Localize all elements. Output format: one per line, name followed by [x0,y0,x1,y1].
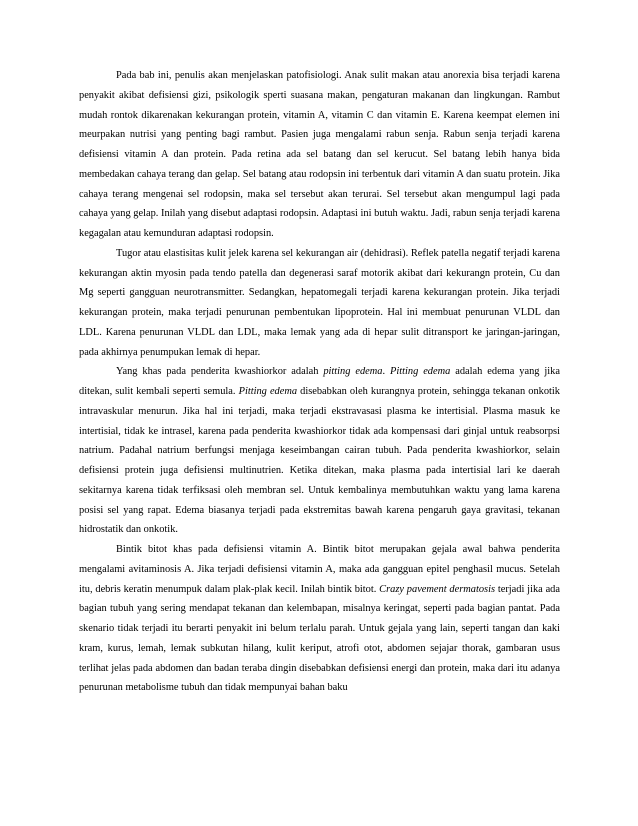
paragraph-text: . [382,366,390,378]
paragraph [79,244,560,363]
paragraph-text: adalah edema yang jika ditekan, sulit kembali seperti semula. [79,366,560,397]
paragraph-text: Pada bab ini, penulis akan menjelaskan patofisiologi. Anak sulit makan atau anorexia bisa terjadi karena penyakit akibat defisiensi gizi, psikologik sperti suasana makan, pengaturan makanan dan lingkungan. Rambut mudah rontok dikarenakan kekurangan protein, vitamin A, vitamin C dan vitamin E. Karena keempat elemen ini meurpakan nutrisi yang penting bagi rambut. Pasien juga mengalami rabun senja. Rabun senja terjadi karena defisiensi vitamin A dan protein. Pada retina ada sel batang dan sel kerucut. Sel batang lebih hanya bida membedakan cahaya terang dan gelap. Sel batang atau rodopsin ini terbentuk dari vitamin A dan suatu protein. Jika cahaya terang mengenai sel rodopsin, maka sel tersebut akan terurai. Sel tersebut akan mengumpul lagi pada cahaya yang gelap. Inilah yang disebut adaptasi rodopsin. Adaptasi ini butuh waktu. Jadi, rabun senja terjadi karena kegagalan atau kemunduran adaptasi rodopsin. [79,70,560,239]
paragraph-text: disebabkan oleh kurangnya protein, sehingga tekanan onkotik intravaskular menurun. Jika hal ini terjadi, maka terjadi ekstravasasi plasma ke intertisial. Plasma masuk ke intertisial, tidak ke intrasel, karena pada penderita kwashiorkor tidak ada kompensasi dari ginjal untuk reabsorpsi natrium. Padahal natrium berfungsi menjaga keseimbangan cairan tubuh. Pada penderita kwashiorkor, selain defisiensi protein juga defisiensi multinutrien. Ketika ditekan, maka plasma pada intertisial lari ke daerah sekitarnya karena tidak terfiksasi oleh membran sel. Untuk kembalinya membutuhkan waktu yang lama karena posisi sel yang rapat. Edema biasanya terjadi pada ekstremitas bawah karena pengaruh gaya gravitasi, tekanan hidrostatik dan onkotik. [79,386,560,536]
body-text [79,66,560,698]
paragraph-text: Tugor atau elastisitas kulit jelek karena sel kekurangan air (dehidrasi). Reflek patella negatif terjadi karena kekurangan aktin myosin pada tendo patella dan degenerasi saraf motorik akibat dari kekurangn protein, Cu dan Mg seperti gangguan neurotransmitter. Sedangkan, hepatomegali terjadi karena kekurangan protein. Jika terjadi kekurangan protein, maka terjadi penurunan pembentukan lipoprotein. Hal ini membuat penurunan VLDL dan LDL. Karena penurunan VLDL dan LDL, maka lemak yang ada di hepar sulit ditransport ke jaringan-jaringan, pada akhirnya penumpukan lemak di hepar. [79,247,560,358]
italic-term: Pitting edema [390,366,451,378]
italic-term: Crazy pavement dermatosis [379,583,496,595]
italic-term: pitting edema [323,366,383,378]
paragraph-text: terjadi jika ada bagian tubuh yang sering mendapat tekanan dan kelembapan, misalnya keringat, seperti pada bagian pantat. Pada skenario tidak terjadi itu berarti penyakit ini belum terlalu parah. Untuk gejala yang lain, seperti tangan dan kaki kram, kurus, lemah, lemak subkutan hilang, kulit keriput, atrofi otot, abdomen sejajar thorak, gambaran usus terlihat jelas pada abdomen dan badan teraba dingin disebabkan defisiensi energi dan protein, maka dari itu adanya penurunan metabolisme tubuh dan tidak mempunyai bahan baku [79,583,560,694]
paragraph [79,540,560,698]
paragraph [79,362,560,540]
italic-term: Pitting edema [238,386,298,397]
paragraph-text: Bintik bitot khas pada defisiensi vitamin A. Bintik bitot merupakan gejala awal bahwa penderita mengalami avitaminosis A. Jika terjadi defisiensi vitamin A, maka ada gangguan epitel penghasil mucus. Setelah itu, debris keratin menumpuk dalam plak-plak kecil. Inilah bintik bitot. [79,544,560,595]
paragraph [79,66,560,244]
paragraph-text: Yang khas pada penderita kwashiorkor adalah [116,366,324,378]
